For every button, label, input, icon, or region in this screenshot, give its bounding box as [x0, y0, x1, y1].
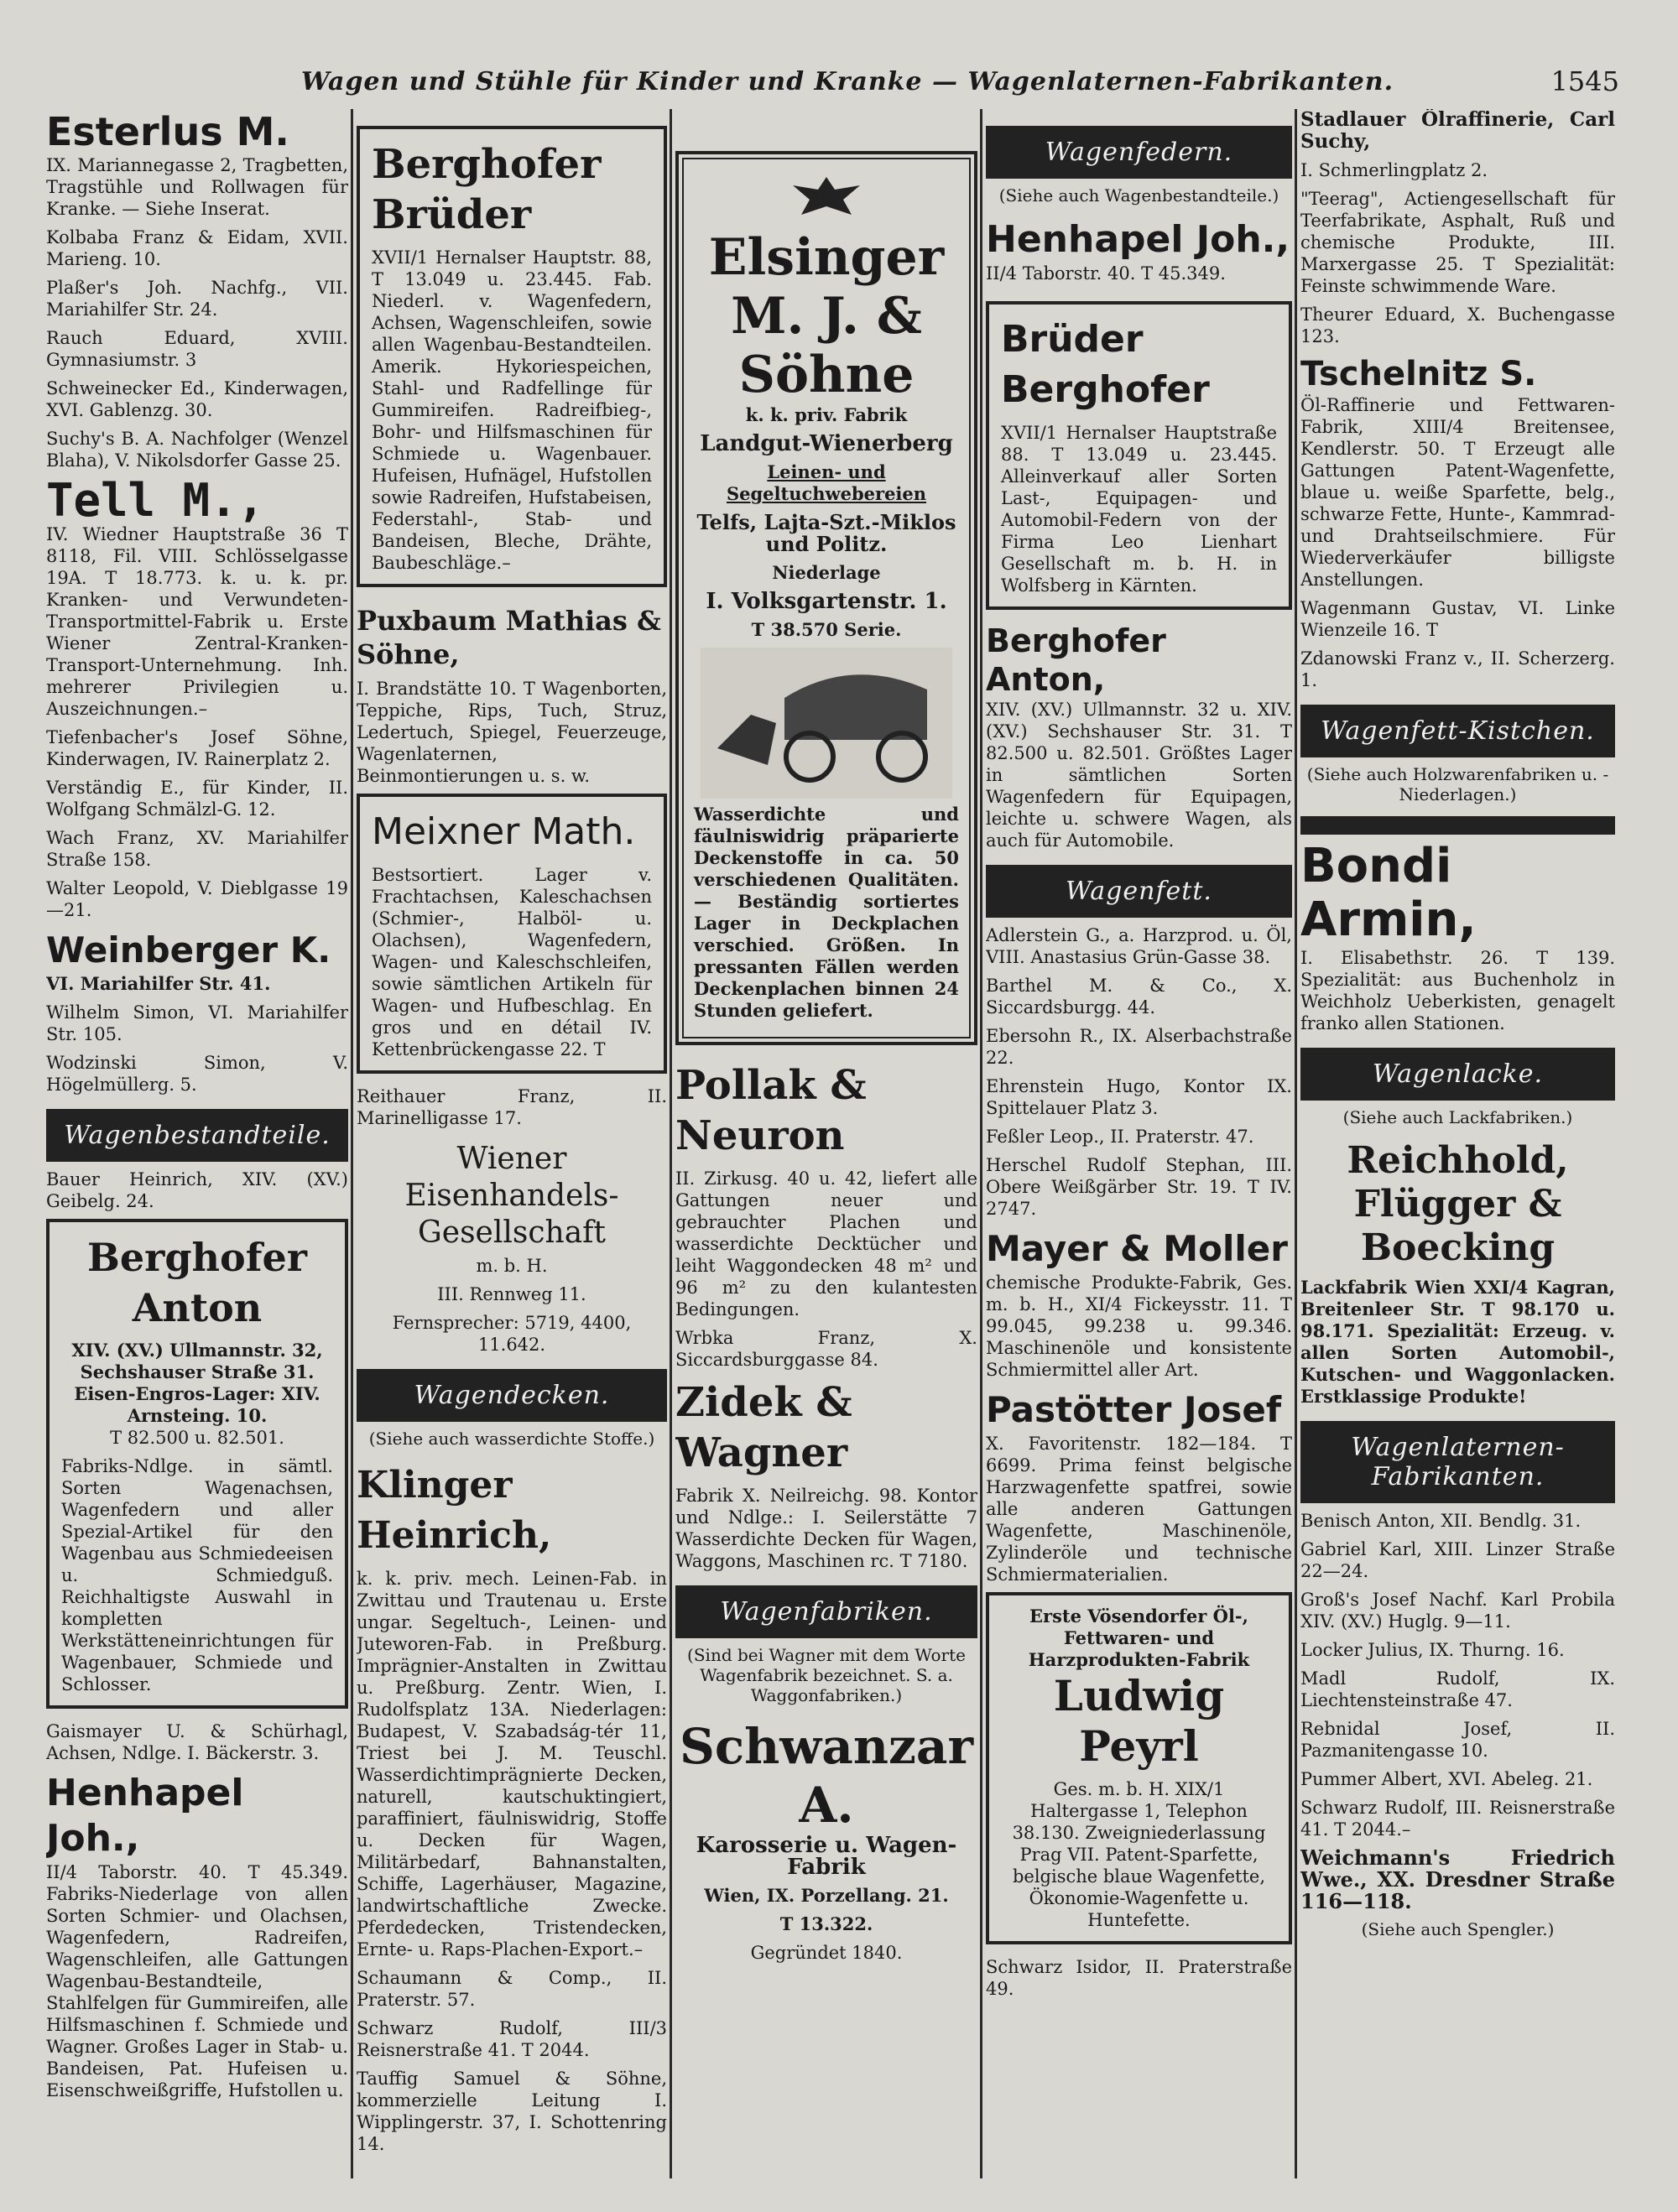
- section-heading: Wagenlaternen-Fabrikanten.: [1300, 1421, 1615, 1503]
- ad-body: Wasserdichte und fäulniswidrig präparierte Deckenstoffe in ca. 50 verschiedenen Qualitäten. — Beständig sortiertes Lager in Deckplachen verschied. Größen. In pressanten Fällen werden Deckenplachen binnen 24 Stunden geliefert.: [694, 804, 959, 1021]
- entry-text: I. Brandstätte 10. T Wagenborten, Teppiche, Rips, Tuch, Struz, Ledertuch, Spiegel, Feuerzeuge, Wagenlaternen, Beinmontierungen u. s. w.: [357, 679, 667, 786]
- list-item: Ehrenstein Hugo, Kontor IX. Spittelauer Platz 3.: [986, 1076, 1292, 1118]
- advertisement-box: [675, 151, 977, 1045]
- entry-text: Fabrik X. Neilreichg. 98. Kontor und Ndlge.: I. Seilerstätte 7 Wasserdichte Decken für Wagen, Waggons, Maschinen rc. T 7180.: [675, 1486, 977, 1571]
- section-heading: Wagenfett-Kistchen.: [1300, 705, 1615, 757]
- ad-body: XVII/1 Hernalser Hauptstraße 88. T 13.049 u. 23.445. Alleinverkauf aller Sorten Last-, Equipagen- und Automobil-Federn von der Firma Leo Lienhart Gesellschaft m. b. H. in Wolfsberg in Kärnten.: [1001, 423, 1277, 596]
- ad-places: Telfs, Lajta-Szt.-Miklos und Politz.: [696, 510, 956, 556]
- advertisement-box: [357, 794, 667, 1074]
- entry-text: VI. Mariahilfer Str. 41.: [46, 973, 271, 994]
- entry-name: Pollak & Neuron: [675, 1062, 867, 1159]
- list-item: Gaismayer U. & Schürhagl, Achsen, Ndlge. I. Bäckerstr. 3.: [46, 1721, 348, 1763]
- list-item: Rebnidal Josef, II. Pazmanitengasse 10.: [1300, 1719, 1615, 1761]
- ad-title: Brüder Berghofer: [1001, 318, 1210, 411]
- list-item: Rauch Eduard, XVIII. Gymnasiumstr. 3: [46, 328, 348, 370]
- column-divider: [670, 109, 672, 2178]
- list-item: Gabriel Karl, XIII. Linzer Straße 22—24.: [1300, 1539, 1615, 1581]
- list-item: Ebersohn R., IX. Alserbachstraße 22.: [986, 1026, 1292, 1068]
- entry-address: III. Rennweg 11.: [437, 1284, 586, 1304]
- entry-text: IX. Mariannegasse 2, Tragbetten, Tragstühle und Rollwagen für Kranke. — Siehe Inserat.: [46, 155, 348, 219]
- entry-sub: m. b. H.: [476, 1256, 548, 1276]
- entry-name: Weinberger K.: [46, 929, 331, 971]
- ad-top: Erste Vösendorfer Öl-, Fettwaren- und Harzprodukten-Fabrik: [1028, 1606, 1250, 1670]
- ad-kind: Leinen- und Segeltuchwebereien: [726, 461, 927, 504]
- ad-address: XIV. (XV.) Ullmannstr. 32, Sechshauser Straße 31.: [71, 1340, 323, 1382]
- list-item: Tauffig Samuel & Söhne, kommerzielle Leitung I. Wipplingerstr. 37, I. Schottenring 14.: [357, 2069, 667, 2154]
- entry-name: Berghofer Anton,: [986, 622, 1166, 698]
- ad-title: Berghofer Anton: [87, 1235, 307, 1330]
- list-item: Wach Franz, XV. Mariahilfer Straße 158.: [46, 828, 348, 870]
- list-item: Herschel Rudolf Stephan, III. Obere Weißgärber Str. 19. T IV. 2747.: [986, 1155, 1292, 1219]
- ad-phone: T 82.500 u. 82.501.: [110, 1428, 284, 1448]
- entry-name: Bondi Armin,: [1300, 839, 1477, 947]
- list-item: Kolbaba Franz & Eidam, XVII. Marieng. 10.: [46, 227, 348, 269]
- ad-niederlage: Niederlage: [772, 562, 881, 583]
- entry-name: Stadlauer Ölraffinerie, Carl Suchy,: [1300, 109, 1615, 153]
- ad-body: Bestsortiert. Lager v. Frachtachsen, Kaleschachsen (Schmier-, Halböl- u. Olachsen), Wagenfedern, Wagen- und Kaleschschleifen, sowie sämtlichen Artikeln für Wagen- und Hufbeschlag. En gros und en détail IV. Kettenbrückengasse 22. T: [372, 865, 652, 1059]
- ad-warehouse: Eisen-Engros-Lager: XIV. Arnsteing. 10.: [74, 1383, 320, 1426]
- column-5: [1300, 109, 1615, 1951]
- list-item: Locker Julius, IX. Thurng. 16.: [1300, 1640, 1565, 1660]
- list-item: Schweinecker Ed., Kinderwagen, XVI. Gablenzg. 30.: [46, 378, 348, 420]
- entry-name: Zidek & Wagner: [675, 1379, 852, 1476]
- page-title: Wagen und Stühle für Kinder und Kranke — Wagenlaternen-Fabrikanten.: [300, 66, 1394, 96]
- list-item: Plaßer's Joh. Nachfg., VII. Mariahilfer Str. 24.: [46, 278, 348, 320]
- entry-text: I. Schmerlingplatz 2.: [1300, 160, 1488, 180]
- entry-name: Esterlus M.: [46, 109, 289, 154]
- column-divider: [351, 109, 353, 2178]
- section-note: (Siehe auch Lackfabriken.): [1342, 1107, 1573, 1127]
- entry-name: Mayer & Moller: [986, 1228, 1288, 1269]
- rule-bar: [1300, 816, 1615, 835]
- entry-name: Reichhold, Flügger & Boecking: [1347, 1139, 1569, 1269]
- ad-sub: k. k. priv. Fabrik: [745, 404, 908, 425]
- entry-name: Klinger Heinrich,: [357, 1464, 552, 1557]
- entry-text: Öl-Raffinerie und Fettwaren-Fabrik, XIII/4 Breitensee, Kendlerstr. 50. T Erzeugt alle Gattungen Patent-Wagenfette, blaue u. weiße Sparfette, belg., schwarze Fette, Hunte-, Kammrad- und Drahtseilschmiere. Für Wiederverkäufer billigste Anstellungen.: [1300, 395, 1615, 590]
- list-item: Walter Leopold, V. Dieblgasse 19—21.: [46, 878, 348, 920]
- ad-address: I. Volksgartenstr. 1.: [706, 589, 947, 614]
- column-divider: [1295, 109, 1297, 2178]
- entry-text: I. Elisabethstr. 26. T 139. Spezialität: aus Buchenholz in Weichholz Ueberkisten, genagelt franko allen Stationen.: [1300, 948, 1615, 1033]
- ad-body: Fabriks-Ndlge. in sämtl. Sorten Wagenachsen, Wagenfedern und aller Spezial-Artikel für den Wagenbau aus Schmiedeeisen u. Schmiedguß. Reichhaltigste Auswahl in kompletten Werkstätteneinrichtungen für Wagenbauer, Schmiede und Schlosser.: [61, 1456, 333, 1694]
- entry-name: Henhapel Joh.,: [46, 1772, 244, 1860]
- list-item: Wilhelm Simon, VI. Mariahilfer Str. 105.: [46, 1002, 348, 1044]
- advertisement-box: [986, 301, 1292, 610]
- ad-phone: T 38.570 Serie.: [751, 619, 902, 640]
- entry-year: Gegründet 1840.: [750, 1943, 903, 1963]
- wagon-illustration: [701, 648, 952, 799]
- column-1: [46, 109, 348, 2108]
- ad-title: Elsinger M. J. & Söhne: [708, 228, 945, 404]
- entry-name: Weichmann's Friedrich Wwe., XX. Dresdner Straße 116—118.: [1300, 1845, 1615, 1913]
- section-heading: Wagenfabriken.: [675, 1585, 977, 1638]
- ad-title: Meixner Math.: [372, 810, 636, 853]
- list-item: Wodzinski Simon, V. Högelmüllerg. 5.: [46, 1053, 348, 1095]
- entry-name: Henhapel Joh.,: [986, 218, 1290, 261]
- ad-title: Ludwig Peyrl: [1053, 1671, 1225, 1771]
- entry-name: Tschelnitz S.: [1300, 355, 1537, 393]
- ad-body: Ges. m. b. H. XIX/1 Haltergasse 1, Telephon 38.130. Zweigniederlassung Prag VII. Patent-Sparfette, belgische blaue Wagenfette, Ökonomie-Wagenfette u. Huntefette.: [1012, 1779, 1266, 1930]
- list-item: Reithauer Franz, II. Marinelligasse 17.: [357, 1086, 667, 1128]
- ad-body: XVII/1 Hernalser Hauptstr. 88, T 13.049 u. 23.445. Fab. Niederl. v. Wagenfedern, Achsen, Wagenschleifen, sowie allen Wagenbau-Bestandteilen. Amerik. Hykoriespeichen, Stahl- und Radfellinge für Gummireifen. Radreifbieg-, Bohr- und Hilfsmaschinen für Schmiede u. Wagenbauer. Hufeisen, Hufnägel, Hufstollen sowie Radreifen, Hufstabeisen, Federstahl-, Stab- und Bandeisen, Bleche, Drähte, Baubeschläge.–: [372, 247, 652, 573]
- entry-sub: Karosserie u. Wagen-Fabrik: [696, 1833, 957, 1880]
- list-item: Theurer Eduard, X. Buchengasse 123.: [1300, 304, 1615, 346]
- list-item: Madl Rudolf, IX. Liechtensteinstraße 47.: [1300, 1668, 1615, 1710]
- section-note: (Siehe auch Holzwarenfabriken u. -Niederlagen.): [1306, 764, 1609, 804]
- section-heading: Wagenbestandteile.: [46, 1109, 348, 1162]
- entry-text: XIV. (XV.) Ullmannstr. 32 u. XIV. (XV.) Sechshauser Str. 31. T 82.500 u. 82.501. Größtes Lager in sämtlichen Sorten Wagenfedern für Equipagen, leichte u. schwere Wagen, als auch für Automobile.: [986, 700, 1292, 851]
- section-heading: Wagendecken.: [357, 1369, 667, 1422]
- column-2: [357, 109, 667, 2162]
- list-item: Barthel M. & Co., X. Siccardsburgg. 44.: [986, 976, 1292, 1018]
- column-divider: [980, 109, 982, 2178]
- list-item: Pummer Albert, XVI. Abeleg. 21.: [1300, 1769, 1593, 1789]
- entry-text: II/4 Taborstr. 40. T 45.349.: [986, 263, 1226, 284]
- section-note: (Sind bei Wagner mit dem Worte Wagenfabrik bezeichnet. S. a. Waggonfabriken.): [687, 1645, 966, 1705]
- advertisement-box: [46, 1219, 348, 1709]
- list-item: Groß's Josef Nachf. Karl Probila XIV. (XV.) Huglg. 9—11.: [1300, 1590, 1615, 1632]
- entry-name: Tell M.,: [46, 474, 265, 527]
- entry-name: Schwanzar A.: [679, 1718, 974, 1834]
- section-note: (Siehe auch wasserdichte Stoffe.): [368, 1429, 655, 1449]
- section-note: (Siehe auch Spengler.): [1361, 1919, 1555, 1939]
- column-4: [986, 109, 1292, 2006]
- list-item: Schwarz Isidor, II. Praterstraße 49.: [986, 1957, 1292, 1999]
- list-item: Benisch Anton, XII. Bendlg. 31.: [1300, 1511, 1582, 1531]
- list-item: Wagenmann Gustav, VI. Linke Wienzeile 16. T: [1300, 598, 1615, 640]
- entry-text: k. k. priv. mech. Leinen-Fab. in Zwittau und Trautenau u. Erste ungar. Segeltuch-, Leinen- und Juteworen-Fab. in Preßburg. Imprägnier-Anstalten in Zwittau u. Preßburg. Zentr. Wien, I. Rudolfsplatz 13A. Niederlagen: Budapest, V. Szabadság-tér 11, Triest bei J. M. Teuschl. Wasserdichtimprägnierte Decken, naturell, kautschuktingiert, paraffiniert, fäulniswidrig, Stoffe u. Decken für Wagen, Militärbedarf, Bahnanstalten, Schiffe, Lagerhäuser, Magazine, landwirtschaftliche Zwecke. Pferdedecken, Tristendecken, Ernte- u. Raps-Plachen-Export.–: [357, 1569, 667, 1960]
- list-item: Feßler Leop., II. Praterstr. 47.: [986, 1127, 1254, 1147]
- section-note: (Siehe auch Wagenbestandteile.): [998, 185, 1279, 206]
- section-heading: Wagenlacke.: [1300, 1048, 1615, 1101]
- entry-text: II/4 Taborstr. 40. T 45.349. Fabriks-Niederlage von allen Sorten Schmier- und Olachsen, Wagenfedern, Radreifen, Wagenschleifen, alle Gattungen Wagenbau-Bestandteile, Stahlfelgen für Gummireifen, alle Hilfsmaschinen f. Schmiede und Wagner. Großes Lager in Stab- u. Bandeisen, Pat. Hufeisen u. Eisenschweißgriffe, Hufstollen u.: [46, 1862, 348, 2100]
- advertisement-box: [357, 126, 667, 587]
- entry-address: Wien, IX. Porzellang. 21.: [704, 1885, 949, 1906]
- ad-location: Landgut-Wienerberg: [700, 431, 953, 456]
- list-item: Tiefenbacher's Josef Söhne, Kinderwagen, IV. Rainerplatz 2.: [46, 727, 348, 769]
- list-item: Schwarz Rudolf, III/3 Reisnerstraße 41. T 2044.: [357, 2018, 667, 2060]
- advertisement-box: [986, 1592, 1292, 1944]
- section-heading: Wagenfett.: [986, 865, 1292, 918]
- list-item: "Teerag", Actiengesellschaft für Teerfabrikate, Asphalt, Ruß und chemische Produkte, III. Marxergasse 25. T Spezialität: Feinste schwimmende Ware.: [1300, 189, 1615, 296]
- entry-name: Wiener Eisenhandels-Gesellschaft: [404, 1142, 619, 1250]
- list-item: Schaumann & Comp., II. Praterstr. 57.: [357, 1968, 667, 2010]
- list-item: Adlerstein G., a. Harzprod. u. Öl, VIII. Anastasius Grün-Gasse 38.: [986, 925, 1292, 967]
- list-item: Schwarz Rudolf, III. Reisnerstraße 41. T 2044.–: [1300, 1798, 1615, 1840]
- list-item: Wrbka Franz, X. Siccardsburggasse 84.: [675, 1328, 977, 1370]
- entry-text: Lackfabrik Wien XXI/4 Kagran, Breitenleer Str. T 98.170 u. 98.171. Spezialität: Erzeug. v. allen Sorten Automobil-, Kutschen- und Waggonlacken. Erstklassige Produkte!: [1300, 1277, 1615, 1407]
- entry-text: chemische Produkte-Fabrik, Ges. m. b. H., XI/4 Fickeysstr. 11. T 99.045, 99.238 u. 99.346. Maschinenöle und konsistente Schmiermittel aller Art.: [986, 1273, 1292, 1380]
- entry-text: IV. Wiedner Hauptstraße 36 T 8118, Fil. VIII. Schlösselgasse 19A. T 18.773. k. u. k. pr. Kranken- und Verwundeten-Transportmittel-Fabrik u. Erste Wiener Zentral-Kranken-Transport-Unternehmung. Inh. mehrerer Privilegien u. Auszeichnungen.–: [46, 524, 348, 719]
- entry-text: II. Zirkusg. 40 u. 42, liefert alle Gattungen neuer und gebrauchter Plachen und wasserdichte Decktücher und leiht Waggondecken 48 m² und 96 m² zu den kulantesten Bedingungen.: [675, 1168, 977, 1319]
- eagle-emblem-icon: [789, 173, 864, 223]
- entry-name: Pastötter Josef: [986, 1389, 1282, 1430]
- entry-name: Puxbaum Mathias & Söhne,: [357, 605, 661, 670]
- list-item: Suchy's B. A. Nachfolger (Wenzel Blaha), V. Nikolsdorfer Gasse 25.: [46, 429, 348, 471]
- ad-title: Berghofer Brüder: [372, 141, 602, 238]
- page-number: 1545: [1550, 65, 1619, 97]
- page-header: [50, 60, 1644, 102]
- list-item: Bauer Heinrich, XIV. (XV.) Geibelg. 24.: [46, 1169, 348, 1211]
- section-heading: Wagenfedern.: [986, 126, 1292, 179]
- entry-phone: T 13.322.: [779, 1913, 873, 1934]
- entry-text: X. Favoritenstr. 182—184. T 6699. Prima feinst belgische Harzwagenfette spatfrei, sowie alle anderen Gattungen Wagenfette, Maschinenöle, Zylinderöle und technische Schmiermaterialien.: [986, 1434, 1292, 1585]
- column-3: [675, 109, 977, 1970]
- entry-phone: Fernsprecher: 5719, 4400, 11.642.: [392, 1313, 632, 1355]
- list-item: Zdanowski Franz v., II. Scherzerg. 1.: [1300, 648, 1615, 690]
- list-item: Verständig E., für Kinder, II. Wolfgang Schmälzl-G. 12.: [46, 778, 348, 820]
